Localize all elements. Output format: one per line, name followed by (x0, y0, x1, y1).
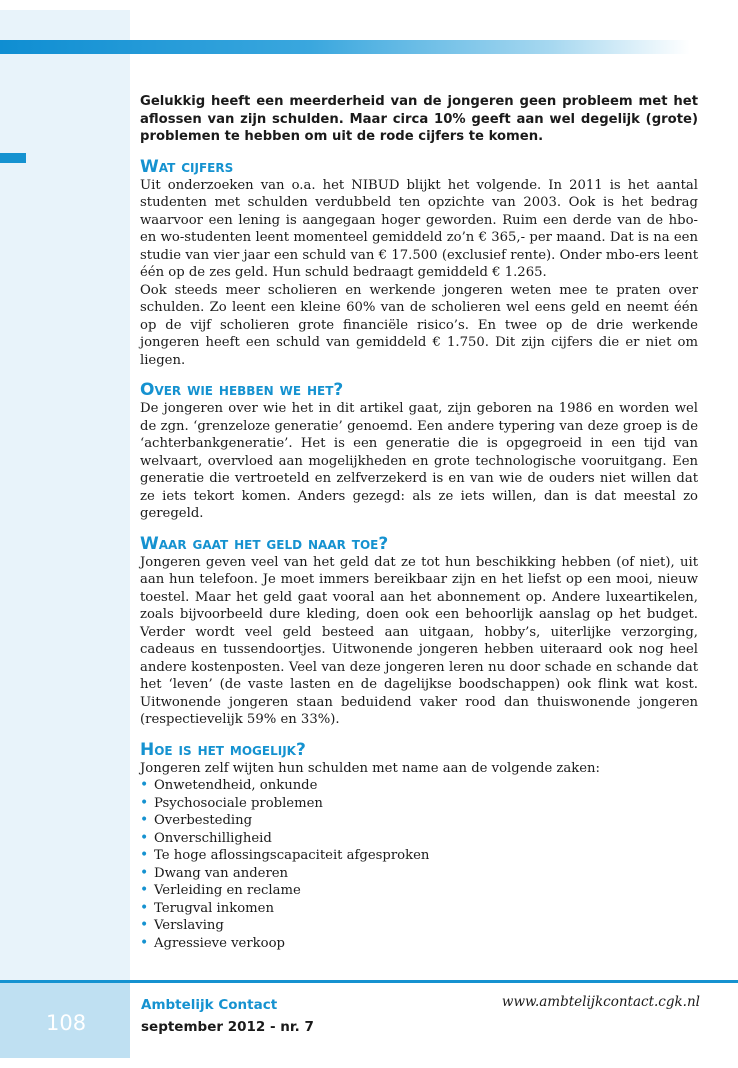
issue-label: september 2012 - nr. 7 (141, 1019, 314, 1035)
magazine-title: Ambtelijk Contact (141, 997, 278, 1013)
intro-paragraph: Gelukkig heeft een meerderheid van de jongeren geen probleem met het aflossen van zijn schulden. Maar circa 10% geeft aan wel degelijk (grote) problemen te hebben om uit de rode cijfers te komen. (140, 94, 698, 144)
section-marker (0, 153, 26, 163)
section-heading-over-wie: Over wie hebben we het? (140, 380, 344, 400)
causes-list (140, 777, 698, 952)
list-item: • Overbesteding (140, 812, 698, 830)
list-item: • Onwetendheid, onkunde (140, 777, 698, 795)
section-heading-hoe-is-het-mogelijk: Hoe is het mogelijk? (140, 739, 306, 760)
paragraph: Jongeren geven veel van het geld dat ze tot hun beschikking hebben (of niet), uit aan hun telefoon. Je moet immers bereikbaar zijn en het liefst op een mooi, nieuw toestel. Maar het geld gaat vooral aan het abonnement op. Andere luxeartikelen, zoals bijvoorbeeld dure kleding, doen ook een behoorlijk aanslag op het budget. Verder wordt veel geld besteed aan uitgaan, hobby’s, uiterlijke verzorging, cadeaus en tussendoortjes. Uitwonende jongeren hebben uiteraard ook nog heel andere kostenposten. Veel van deze jongeren leren nu door schade en schande dat het ‘leven’ (de vaste lasten en de dagelijkse boodschappen) ook flink wat kost. Uitwonende jongeren staan beduidend vaker rood dan thuiswonende jongeren (respectievelijk 59% en 33%). (140, 554, 698, 727)
page-number: 108 (46, 1011, 87, 1035)
left-margin-panel (0, 10, 130, 1058)
section-heading-waar-gaat-het-geld: Waar gaat het geld naar toe? (140, 533, 389, 554)
paragraph: Ook steeds meer scholieren en werkende jongeren weten mee te praten over schulden. Zo leent een kleine 60% van de scholieren wel eens geld en neemt één op de vijf scholieren grote financiële risico’s. En twee op de drie werkende jongeren heeft een schuld van gemiddeld € 1.750. Dit zijn cijfers die er niet om liegen. (140, 282, 698, 368)
footer-publication (141, 994, 314, 1038)
paragraph: De jongeren over wie het in dit artikel gaat, zijn geboren na 1986 en worden wel de zgn. ‘grenzeloze generatie’ genoemd. Een andere typering van deze groep is de ‘achterbankgeneratie’. Het is een generatie die is opgegroeid in een tijd van welvaart, overvloed aan mogelijkheden en grote technologische vooruitgang. Een generatie die vertroeteld en zelfverzekerd is en van wie de ouders niet willen dat ze iets tekort komen. Anders gezegd: als ze iets willen, dan is dat meestal zo geregeld. (140, 401, 698, 521)
paragraph: Jongeren zelf wijten hun schulden met name aan de volgende zaken: (140, 760, 600, 776)
paragraph: Uit onderzoeken van o.a. het NIBUD blijkt het volgende. In 2011 is het aantal studenten met schulden verdubbeld ten opzichte van 2003. Ook is het bedrag waarvoor een lening is aangegaan hoger geworden. Ruim een derde van de hbo- en wo-studenten leent momenteel gemiddeld zo’n € 365,- per maand. Dat is na een studie van vier jaar een schuld van € 17.500 (exclusief rente). Onder mbo-ers leent één op de zes geld. Hun schuld bedraagt gemiddeld € 1.265. (140, 177, 698, 280)
list-item: • Onverschilligheid (140, 830, 698, 848)
list-item: • Dwang van anderen (140, 865, 698, 883)
list-item: • Terugval inkomen (140, 900, 698, 918)
section-heading-wat-cijfers: Wat cijfers (140, 156, 234, 177)
list-item: • Verleiding en reclame (140, 882, 698, 900)
website-url: www.ambtelijkcontact.cgk.nl (501, 994, 700, 1010)
list-item: • Agressieve verkoop (140, 935, 698, 953)
list-item: • Verslaving (140, 917, 698, 935)
list-item: • Te hoge aflossingscapaciteit afgesproken (140, 847, 698, 865)
header-gradient-bar (0, 40, 690, 54)
list-item: • Psychosociale problemen (140, 795, 698, 813)
article-body (140, 93, 698, 952)
